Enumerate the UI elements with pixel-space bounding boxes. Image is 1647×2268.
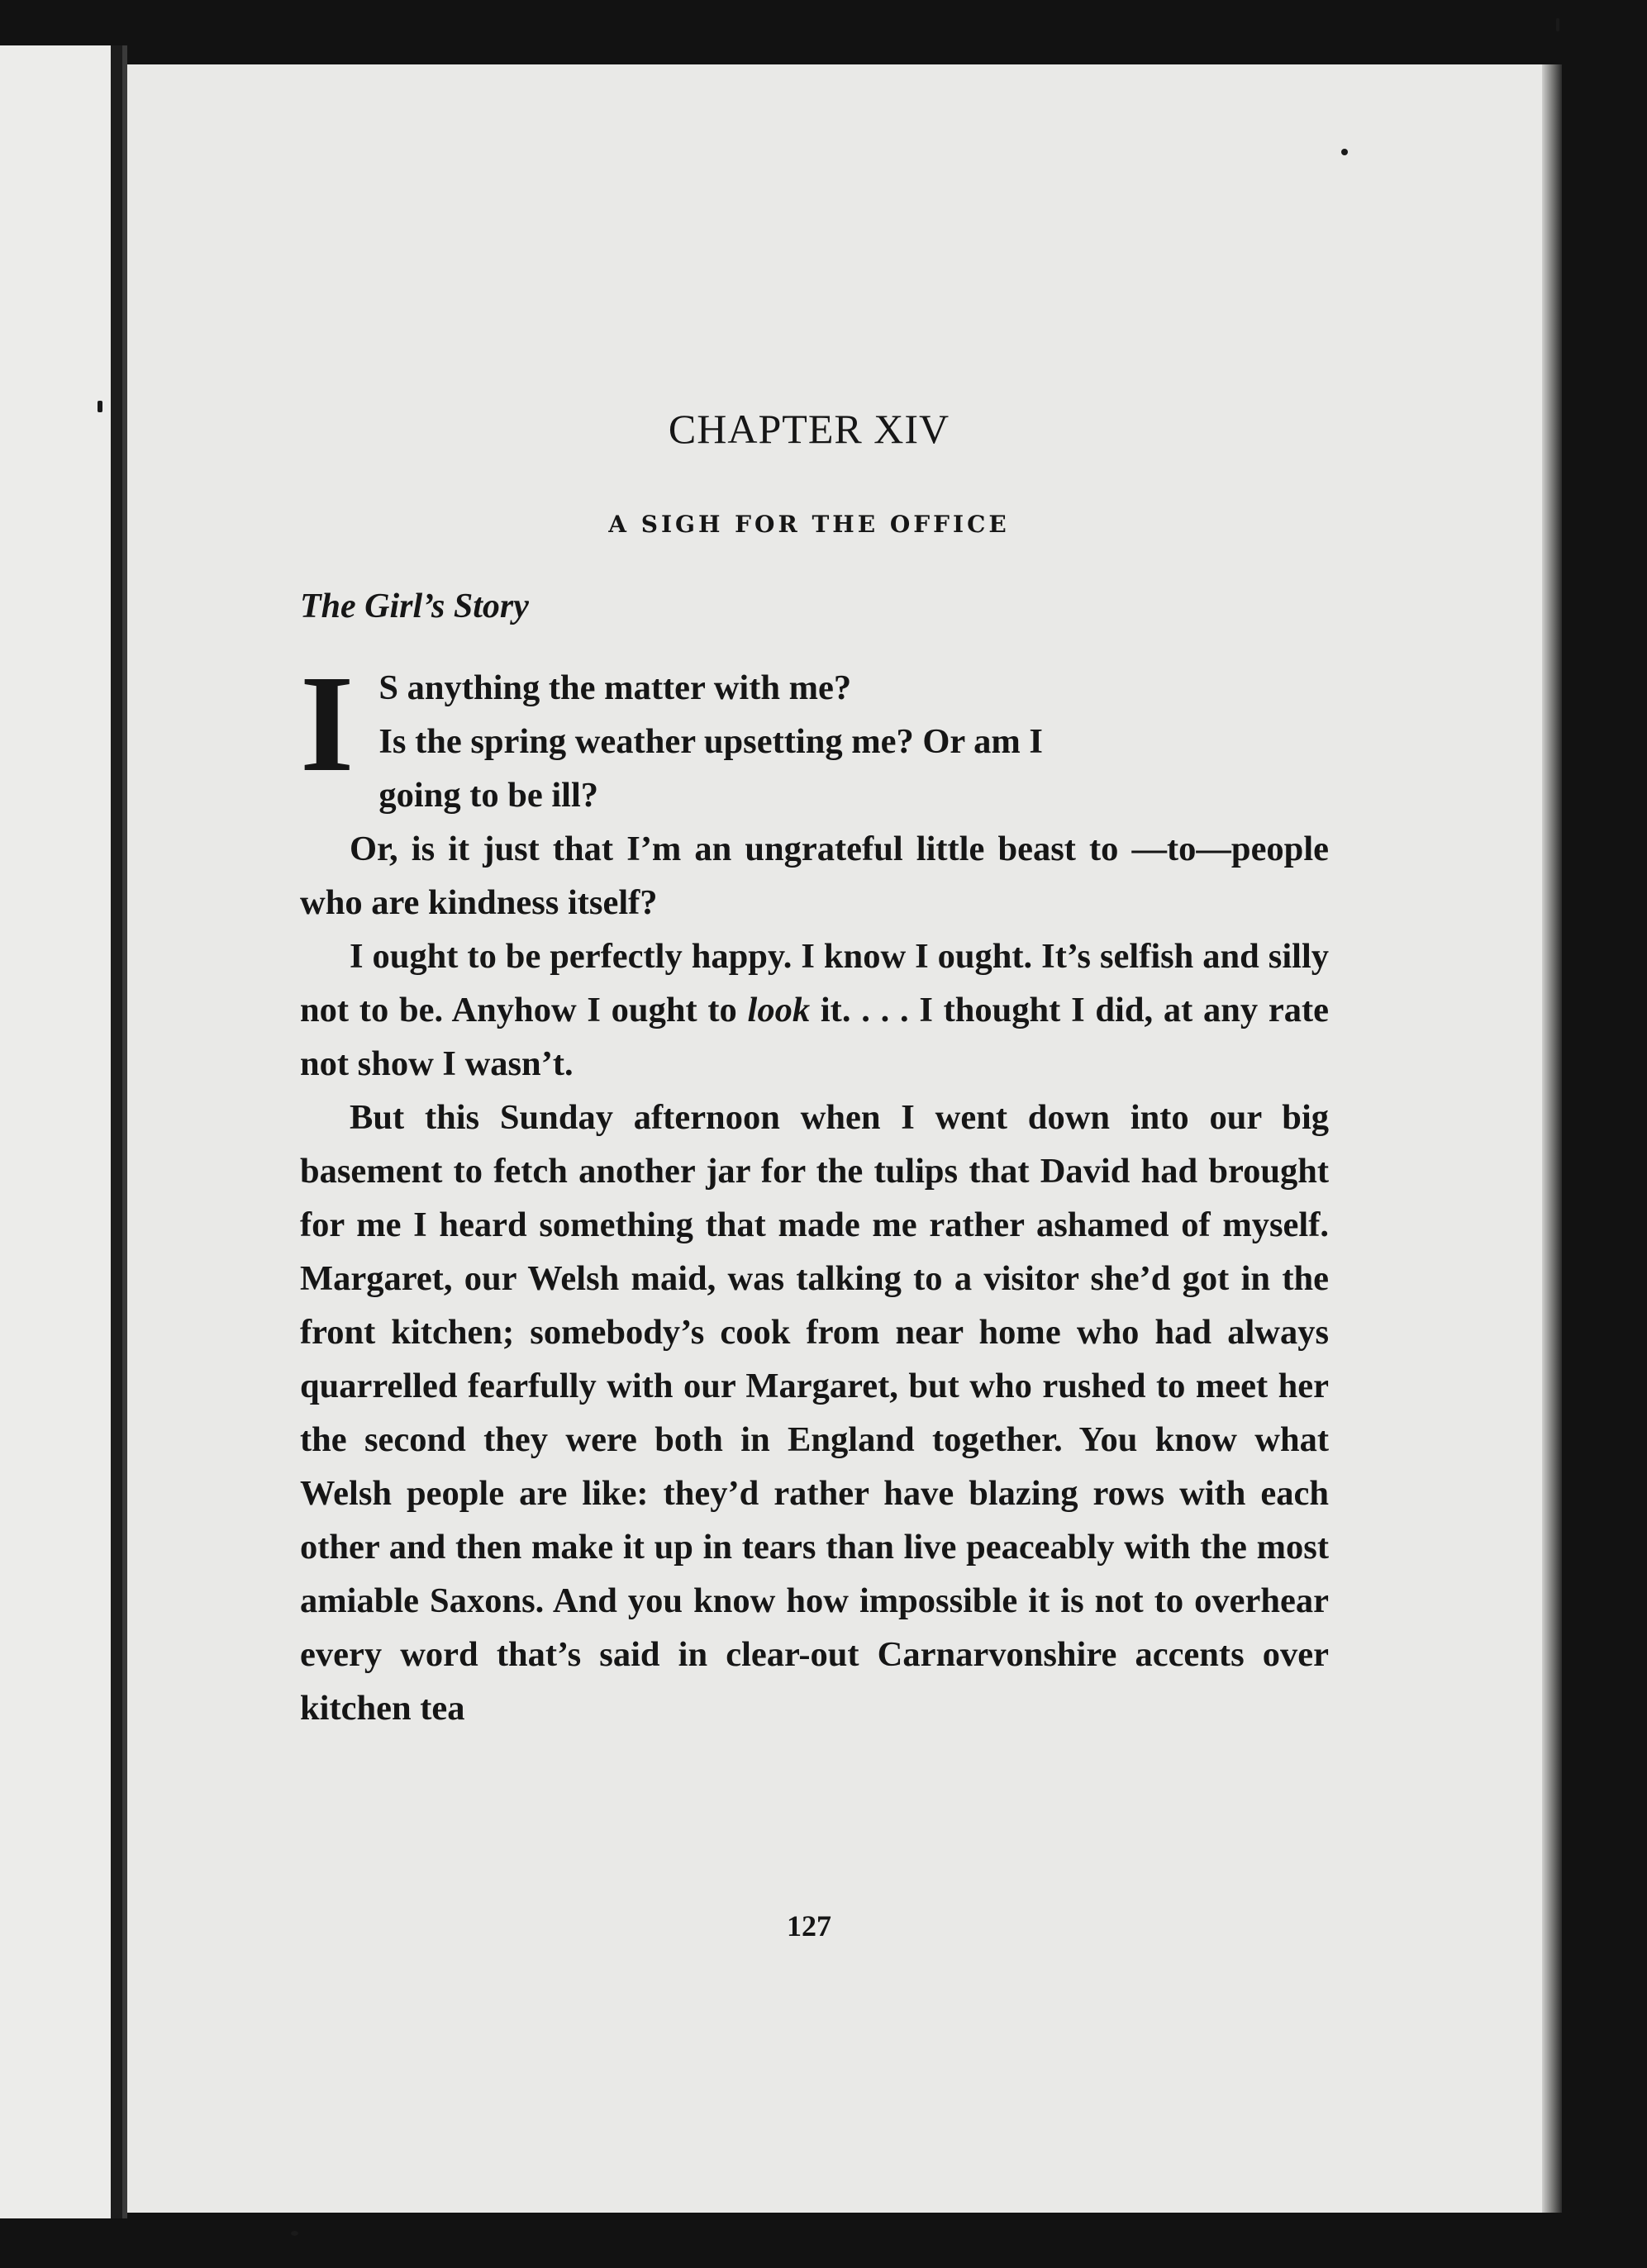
dust-speck <box>291 2231 298 2236</box>
paragraph <box>300 930 1329 1091</box>
text-run: it. . . . I thought I did, at any rate not show I wasn’t. <box>300 991 1330 1083</box>
page-number: 127 <box>787 1909 831 1942</box>
dust-speck <box>98 401 102 412</box>
chapter-subtitle: A SIGH FOR THE OFFICE <box>608 511 1010 538</box>
gutter-shadow <box>111 45 122 2218</box>
paragraph <box>300 647 1329 822</box>
facing-page-edge <box>0 45 122 2218</box>
dust-speck <box>1341 149 1348 155</box>
text-line: Is the spring weather upsetting me? Or am I <box>378 722 1043 761</box>
section-heading: The Girl’s Story <box>300 587 529 625</box>
paragraph: Or, is it just that I’m an ungrateful little beast to —to—people who are kindness itself? <box>300 830 1329 922</box>
text-line: S anything the matter with me? <box>378 668 852 707</box>
italic-word: look <box>747 991 811 1029</box>
chapter-title: CHAPTER XIV <box>668 406 950 452</box>
text-line: going to be ill? <box>378 776 599 815</box>
drop-cap: I <box>300 647 355 801</box>
page-edge-shadow <box>1542 64 1562 2213</box>
dust-speck <box>1556 18 1559 31</box>
paragraph: But this Sunday afternoon when I went down into our big basement to fetch another jar for the tulips that David had brought for me I heard something that made me rather ashamed of myself. Margaret, our Welsh maid, was talking to a visitor she’d got in the front kitchen; somebody’s cook from near home who had always quarrelled fearfully with our Margaret, but who rushed to meet her the second they were both in England together. You know what Welsh people are like: they’d rather have blazing rows with each other and then make it up in tears than live peaceably with the most amiable Saxons. And you know how impossible it is not to overhear every word that’s said in clear-out Carnarvonshire accents over kitchen tea <box>300 1098 1329 1728</box>
body-text <box>300 647 1330 1735</box>
text-run: I ought to be perfectly happy. I know I ought. It’s selfish and silly not to be. Anyhow I ought to <box>300 937 1329 1029</box>
